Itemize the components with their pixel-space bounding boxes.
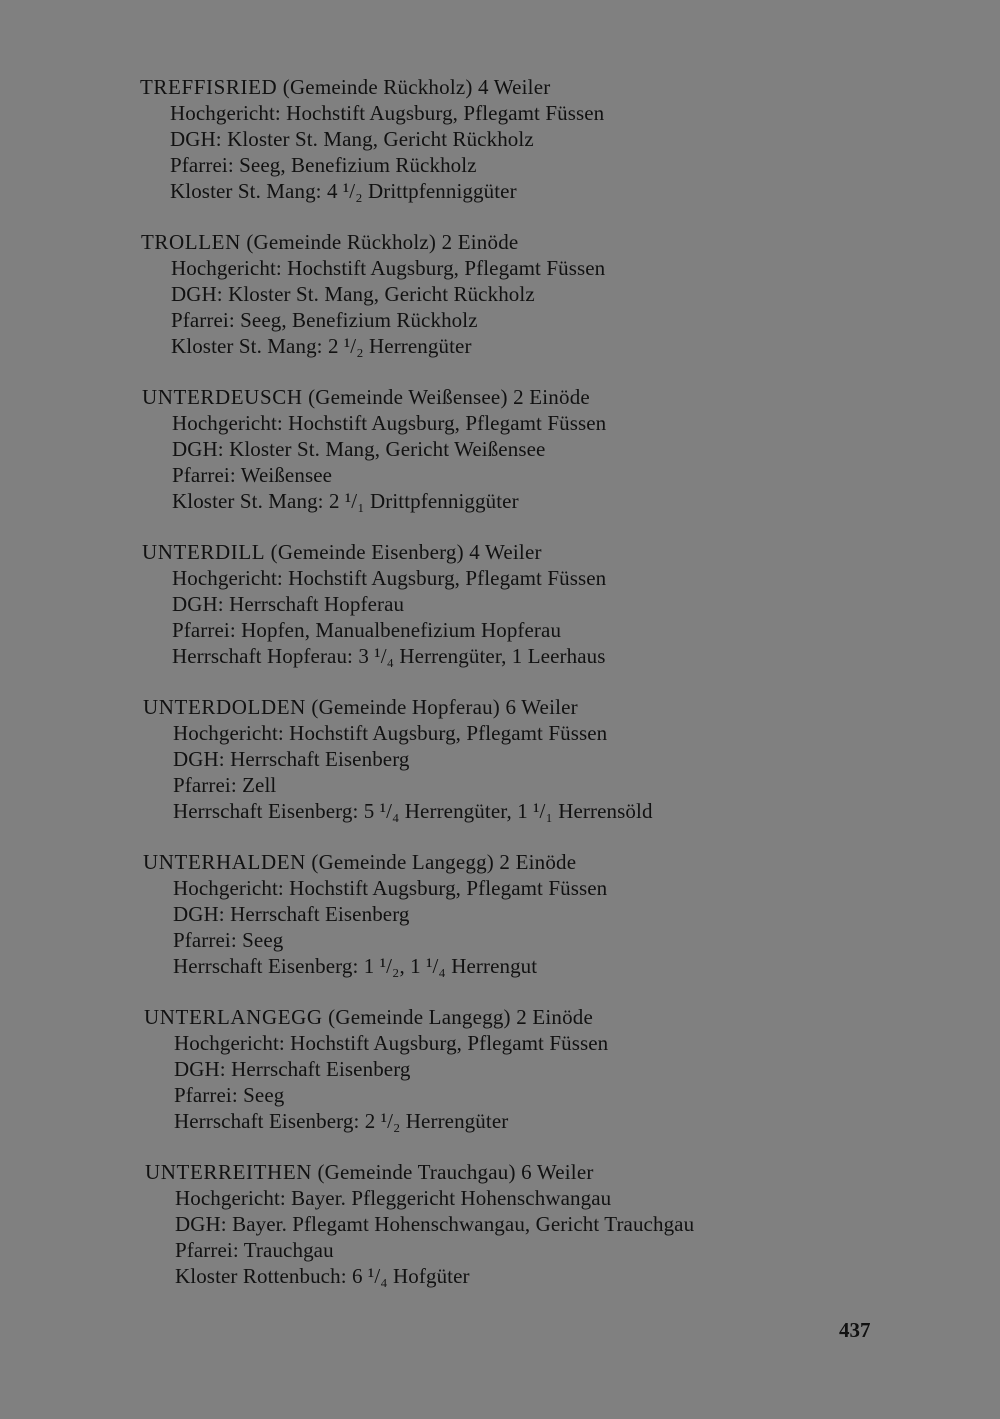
place-description: (Gemeinde Hopferau) 6 Weiler (311, 695, 578, 719)
entry-heading (142, 539, 900, 565)
place-name: UNTERLANGEGG (144, 1005, 323, 1029)
page-number: 437 (839, 1318, 871, 1342)
dgh-line: DGH: Bayer. Pflegamt Hohenschwangau, Gericht Trauchgau (175, 1212, 695, 1236)
dgh-line: DGH: Herrschaft Eisenberg (173, 902, 410, 926)
place-name: TREFFISRIED (140, 75, 278, 99)
entry-heading (141, 229, 900, 255)
pfarrei-line: Pfarrei: Seeg, Benefizium Rückholz (170, 153, 477, 177)
hochgericht-line: Hochgericht: Hochstift Augsburg, Pflegamt Füssen (172, 411, 607, 435)
holdings-line: Herrschaft Eisenberg: 2 ¹/₂ Herrengüter (174, 1109, 509, 1133)
holdings-line: Herrschaft Eisenberg: 5 ¹/₄ Herrengüter, 1 ¹/₁ Herrensöld (173, 799, 653, 823)
entry-unterreithen (145, 1159, 900, 1289)
pfarrei-line: Pfarrei: Weißensee (172, 463, 333, 487)
entry-heading (144, 1004, 900, 1030)
holdings-line: Herrschaft Hopferau: 3 ¹/₄ Herrengüter, 1 Leerhaus (172, 644, 606, 668)
dgh-line: DGH: Herrschaft Eisenberg (173, 747, 410, 771)
pfarrei-line: Pfarrei: Zell (173, 773, 277, 797)
hochgericht-line: Hochgericht: Hochstift Augsburg, Pflegamt Füssen (171, 256, 606, 280)
entry-treffisried (140, 74, 900, 204)
place-description: (Gemeinde Rückholz) 4 Weiler (282, 75, 551, 99)
entry-heading (142, 384, 900, 410)
pfarrei-line: Pfarrei: Seeg (173, 928, 284, 952)
entry-trollen (141, 229, 900, 359)
entry-heading (140, 74, 900, 100)
entry-list (140, 74, 900, 1314)
pfarrei-line: Pfarrei: Seeg, Benefizium Rückholz (171, 308, 478, 332)
place-description: (Gemeinde Eisenberg) 4 Weiler (270, 540, 542, 564)
entry-unterdeusch (142, 384, 900, 514)
place-description: (Gemeinde Langegg) 2 Einöde (311, 850, 577, 874)
entry-heading (143, 694, 900, 720)
hochgericht-line: Hochgericht: Hochstift Augsburg, Pflegamt Füssen (170, 101, 605, 125)
holdings-line: Kloster St. Mang: 2 ¹/₁ Drittpfenniggüter (172, 489, 519, 513)
pfarrei-line: Pfarrei: Seeg (174, 1083, 285, 1107)
place-name: UNTERDOLDEN (143, 695, 306, 719)
pfarrei-line: Pfarrei: Trauchgau (175, 1238, 334, 1262)
place-name: UNTERDILL (142, 540, 266, 564)
holdings-line: Herrschaft Eisenberg: 1 ¹/₂, 1 ¹/₄ Herrengut (173, 954, 538, 978)
place-name: UNTERREITHEN (145, 1160, 313, 1184)
entry-unterdolden (143, 694, 900, 824)
place-description: (Gemeinde Weißensee) 2 Einöde (308, 385, 590, 409)
dgh-line: DGH: Herrschaft Hopferau (172, 592, 405, 616)
holdings-line: Kloster Rottenbuch: 6 ¹/₄ Hofgüter (175, 1264, 470, 1288)
holdings-line: Kloster St. Mang: 4 ¹/₂ Drittpfenniggüter (170, 179, 517, 203)
hochgericht-line: Hochgericht: Hochstift Augsburg, Pflegamt Füssen (173, 721, 608, 745)
pfarrei-line: Pfarrei: Hopfen, Manualbenefizium Hopferau (172, 618, 562, 642)
entry-heading (143, 849, 900, 875)
place-description: (Gemeinde Trauchgau) 6 Weiler (317, 1160, 594, 1184)
hochgericht-line: Hochgericht: Hochstift Augsburg, Pflegamt Füssen (174, 1031, 609, 1055)
entry-heading (145, 1159, 900, 1185)
place-name: TROLLEN (141, 230, 241, 254)
place-name: UNTERDEUSCH (142, 385, 303, 409)
hochgericht-line: Hochgericht: Hochstift Augsburg, Pflegamt Füssen (173, 876, 608, 900)
hochgericht-line: Hochgericht: Bayer. Pfleggericht Hohenschwangau (175, 1186, 612, 1210)
hochgericht-line: Hochgericht: Hochstift Augsburg, Pflegamt Füssen (172, 566, 607, 590)
place-description: (Gemeinde Rückholz) 2 Einöde (246, 230, 519, 254)
dgh-line: DGH: Kloster St. Mang, Gericht Rückholz (171, 282, 535, 306)
dgh-line: DGH: Kloster St. Mang, Gericht Rückholz (170, 127, 534, 151)
dgh-line: DGH: Herrschaft Eisenberg (174, 1057, 411, 1081)
place-name: UNTERHALDEN (143, 850, 306, 874)
dgh-line: DGH: Kloster St. Mang, Gericht Weißensee (172, 437, 546, 461)
entry-unterdill (142, 539, 900, 669)
entry-unterhalden (143, 849, 900, 979)
place-description: (Gemeinde Langegg) 2 Einöde (328, 1005, 594, 1029)
entry-unterlangegg (144, 1004, 900, 1134)
holdings-line: Kloster St. Mang: 2 ¹/₂ Herrengüter (171, 334, 472, 358)
